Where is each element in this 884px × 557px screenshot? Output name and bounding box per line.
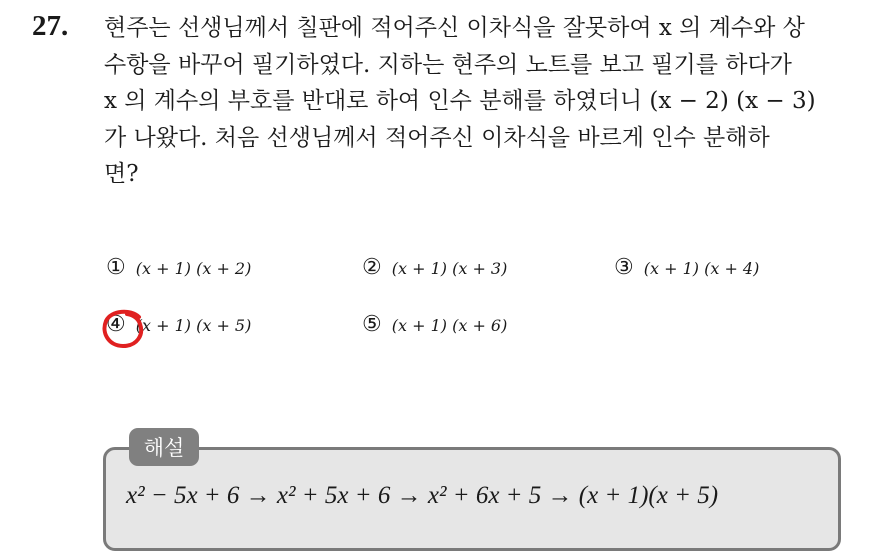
question-text [104, 10, 864, 193]
choice-mark: ④ [106, 312, 126, 337]
solution-tag: 해설 [129, 428, 199, 466]
question-line: 현주는 선생님께서 칠판에 적어주신 이차식을 잘못하여 x 의 계수와 상 [104, 15, 805, 41]
choice-expression: (x + 1) (x + 2) [135, 259, 252, 278]
choice-expression: (x + 1) (x + 6) [391, 316, 508, 335]
question-number: 27. [32, 10, 69, 42]
choice-2[interactable] [362, 255, 507, 280]
question-line: 면? [104, 161, 139, 187]
question-line: 수항을 바꾸어 필기하였다. 지하는 현주의 노트를 보고 필기를 하다가 [104, 51, 792, 78]
choice-expression: (x + 1) (x + 5) [135, 316, 252, 335]
choice-expression: (x + 1) (x + 4) [643, 259, 760, 278]
choice-4[interactable] [106, 312, 251, 337]
solution-text: x² − 5x + 6 → x² + 5x + 6 → x² + 6x + 5 → (x + 1)(x + 5) [126, 482, 719, 509]
choice-mark: ② [362, 255, 382, 280]
choice-expression: (x + 1) (x + 3) [391, 259, 508, 278]
choice-mark: ① [106, 255, 126, 280]
question-line: x 의 계수의 부호를 반대로 하여 인수 분해를 하였더니 (x − 2) (x − 3) [104, 88, 816, 114]
choice-mark: ③ [614, 255, 634, 280]
choice-3[interactable] [614, 255, 759, 280]
choice-mark: ⑤ [362, 312, 382, 337]
choice-5[interactable] [362, 312, 507, 337]
question-line: 가 나왔다. 처음 선생님께서 적어주신 이차식을 바르게 인수 분해하 [104, 124, 770, 151]
choice-1[interactable] [106, 255, 251, 280]
